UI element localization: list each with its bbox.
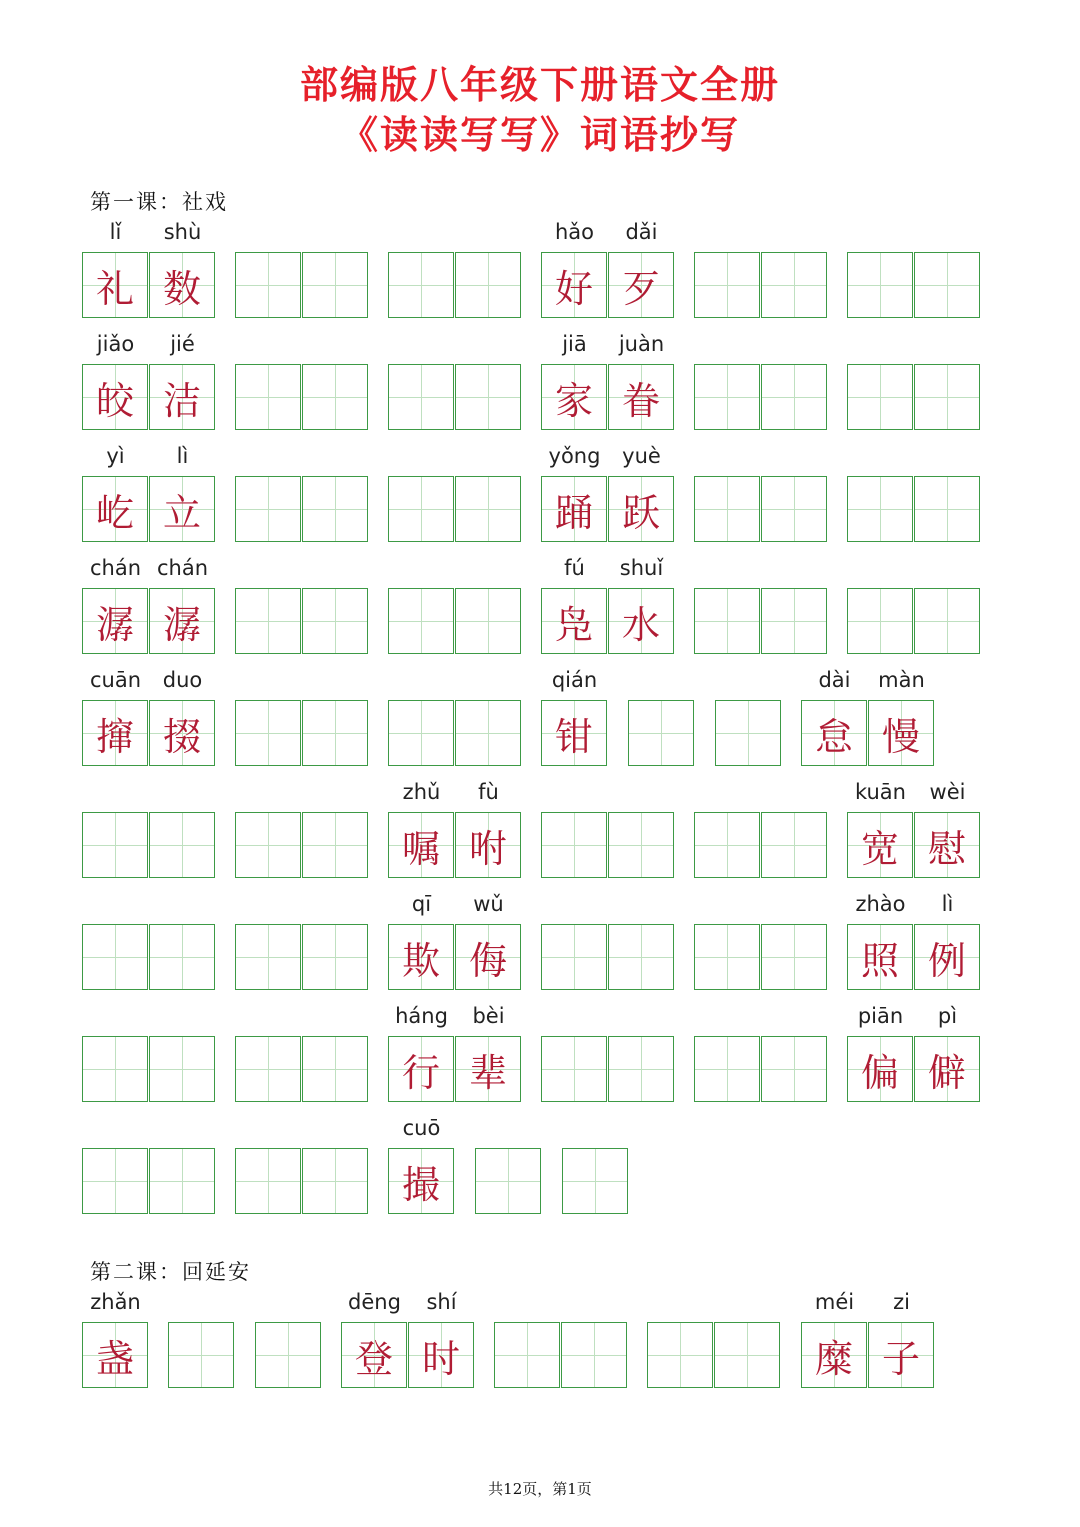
pinyin-label: yǒng: [548, 444, 601, 468]
character-cell: [914, 1036, 980, 1102]
page-title-line-2: 《读读写写》词语抄写: [339, 112, 740, 157]
pinyin-label: zi: [893, 1290, 910, 1314]
character-glyph: 屹: [95, 490, 134, 535]
character-glyph: [456, 365, 520, 429]
lesson-heading-2: 第二课：回延安: [90, 1260, 251, 1284]
blank-writing-cell[interactable]: [541, 812, 607, 878]
character-glyph: [303, 701, 367, 765]
character-glyph: [83, 1037, 147, 1101]
character-glyph: [303, 1149, 367, 1213]
lesson-heading-1: 第一课：社戏: [90, 190, 228, 214]
blank-writing-cell[interactable]: [761, 252, 827, 318]
blank-writing-cell[interactable]: [302, 700, 368, 766]
pinyin-label: màn: [878, 668, 925, 692]
character-cell: [82, 364, 148, 430]
blank-writing-cell[interactable]: [235, 364, 301, 430]
character-glyph: [150, 1149, 214, 1213]
character-cell: [868, 1322, 934, 1388]
character-cell: [388, 1036, 454, 1102]
character-glyph: [303, 253, 367, 317]
character-cell: [608, 588, 674, 654]
blank-writing-cell[interactable]: [914, 476, 980, 542]
blank-writing-cell[interactable]: [455, 364, 521, 430]
character-glyph: [542, 813, 606, 877]
character-cell: [408, 1322, 474, 1388]
pinyin-label: fù: [478, 780, 499, 804]
character-glyph: 踊: [554, 490, 593, 535]
blank-writing-cell[interactable]: [302, 364, 368, 430]
pinyin-label: fú: [564, 556, 585, 580]
pinyin-label: shuǐ: [619, 556, 664, 580]
character-glyph: [542, 925, 606, 989]
character-cell: [341, 1322, 407, 1388]
character-cell: [149, 252, 215, 318]
character-glyph: [389, 589, 453, 653]
pinyin-label: zhào: [855, 892, 906, 916]
character-glyph: [695, 589, 759, 653]
pinyin-label: juàn: [618, 332, 665, 356]
character-glyph: [236, 477, 300, 541]
character-glyph: [695, 253, 759, 317]
character-glyph: [456, 477, 520, 541]
blank-writing-cell[interactable]: [694, 364, 760, 430]
character-glyph: 僻: [927, 1050, 966, 1095]
blank-writing-cell[interactable]: [82, 812, 148, 878]
character-glyph: 嘱: [401, 826, 440, 871]
blank-writing-cell[interactable]: [388, 476, 454, 542]
character-glyph: [716, 701, 780, 765]
blank-writing-cell[interactable]: [694, 476, 760, 542]
blank-writing-cell[interactable]: [847, 364, 913, 430]
character-glyph: 跃: [621, 490, 660, 535]
blank-writing-cell[interactable]: [388, 700, 454, 766]
character-glyph: 洁: [162, 378, 201, 423]
character-glyph: [150, 813, 214, 877]
character-glyph: [695, 477, 759, 541]
character-glyph: 侮: [468, 938, 507, 983]
character-glyph: 潺: [162, 602, 201, 647]
character-glyph: [915, 365, 979, 429]
character-glyph: [169, 1323, 233, 1387]
character-cell: [847, 812, 913, 878]
pinyin-label: zhǎn: [90, 1290, 141, 1314]
character-cell: [541, 588, 607, 654]
character-glyph: 潺: [95, 602, 134, 647]
character-glyph: [236, 589, 300, 653]
character-cell: [82, 476, 148, 542]
character-glyph: 照: [860, 938, 899, 983]
pinyin-label: yuè: [622, 444, 661, 468]
character-glyph: 偏: [860, 1050, 899, 1095]
character-glyph: [848, 253, 912, 317]
blank-writing-cell[interactable]: [302, 476, 368, 542]
character-glyph: 行: [401, 1050, 440, 1095]
character-cell: [914, 812, 980, 878]
pinyin-label: shí: [426, 1290, 457, 1314]
character-glyph: [456, 589, 520, 653]
pinyin-label: dài: [818, 668, 851, 692]
character-glyph: [303, 365, 367, 429]
character-glyph: [762, 813, 826, 877]
blank-writing-cell[interactable]: [715, 700, 781, 766]
character-glyph: [762, 365, 826, 429]
blank-writing-cell[interactable]: [694, 1036, 760, 1102]
blank-writing-cell[interactable]: [647, 1322, 713, 1388]
blank-writing-cell[interactable]: [235, 700, 301, 766]
character-cell: [149, 588, 215, 654]
blank-writing-cell[interactable]: [761, 1036, 827, 1102]
character-glyph: [303, 477, 367, 541]
blank-writing-cell[interactable]: [455, 476, 521, 542]
pinyin-label: lì: [941, 892, 954, 916]
character-glyph: [762, 477, 826, 541]
blank-writing-cell[interactable]: [255, 1322, 321, 1388]
character-cell: [541, 364, 607, 430]
character-glyph: 咐: [468, 826, 507, 871]
pinyin-label: duo: [162, 668, 203, 692]
pinyin-label: bèi: [472, 1004, 505, 1028]
blank-writing-cell[interactable]: [235, 924, 301, 990]
blank-writing-cell[interactable]: [388, 364, 454, 430]
character-glyph: [456, 701, 520, 765]
blank-writing-cell[interactable]: [694, 588, 760, 654]
blank-writing-cell[interactable]: [235, 588, 301, 654]
character-glyph: 慰: [927, 826, 966, 871]
pinyin-label: jié: [170, 332, 195, 356]
blank-writing-cell[interactable]: [561, 1322, 627, 1388]
blank-writing-cell[interactable]: [149, 1036, 215, 1102]
character-cell: [608, 476, 674, 542]
character-glyph: 时: [421, 1336, 460, 1381]
character-glyph: 水: [621, 602, 660, 647]
blank-writing-cell[interactable]: [235, 476, 301, 542]
blank-writing-cell[interactable]: [562, 1148, 628, 1214]
character-glyph: [762, 253, 826, 317]
character-glyph: [695, 365, 759, 429]
character-glyph: [236, 1149, 300, 1213]
blank-writing-cell[interactable]: [761, 364, 827, 430]
character-glyph: [476, 1149, 540, 1213]
page-footer: 共12页，第1页: [488, 1480, 592, 1498]
character-cell: [388, 924, 454, 990]
pinyin-label: chán: [89, 556, 142, 580]
pinyin-label: cuō: [402, 1116, 441, 1140]
character-glyph: [303, 813, 367, 877]
blank-writing-cell[interactable]: [914, 252, 980, 318]
pinyin-label: zhǔ: [402, 780, 441, 804]
pinyin-label: lì: [176, 444, 189, 468]
character-glyph: 歹: [621, 266, 660, 311]
character-glyph: [83, 1149, 147, 1213]
blank-writing-cell[interactable]: [455, 588, 521, 654]
blank-writing-cell[interactable]: [541, 924, 607, 990]
character-cell: [847, 924, 913, 990]
character-glyph: [389, 365, 453, 429]
character-glyph: 子: [881, 1336, 920, 1381]
pinyin-label: méi: [814, 1290, 855, 1314]
blank-writing-cell[interactable]: [608, 924, 674, 990]
blank-writing-cell[interactable]: [388, 252, 454, 318]
character-glyph: 家: [554, 378, 593, 423]
character-glyph: [236, 813, 300, 877]
character-glyph: 怠: [814, 714, 853, 759]
character-glyph: 盏: [95, 1336, 134, 1381]
character-cell: [388, 1148, 454, 1214]
pinyin-label: pì: [937, 1004, 958, 1028]
character-cell: [541, 700, 607, 766]
character-glyph: [609, 1037, 673, 1101]
blank-writing-cell[interactable]: [302, 1036, 368, 1102]
character-glyph: [915, 253, 979, 317]
pinyin-label: cuān: [89, 668, 142, 692]
blank-writing-cell[interactable]: [302, 812, 368, 878]
character-cell: [914, 924, 980, 990]
character-cell: [847, 1036, 913, 1102]
pinyin-label: kuān: [854, 780, 906, 804]
character-glyph: 撮: [401, 1162, 440, 1207]
blank-writing-cell[interactable]: [714, 1322, 780, 1388]
blank-writing-cell[interactable]: [302, 588, 368, 654]
character-cell: [82, 588, 148, 654]
character-glyph: 登: [354, 1336, 393, 1381]
character-glyph: [915, 477, 979, 541]
blank-writing-cell[interactable]: [541, 1036, 607, 1102]
pinyin-label: piān: [857, 1004, 904, 1028]
character-glyph: 撺: [95, 714, 134, 759]
pinyin-label: lǐ: [109, 220, 122, 244]
blank-writing-cell[interactable]: [149, 812, 215, 878]
character-glyph: 好: [554, 266, 593, 311]
character-glyph: 礼: [95, 266, 134, 311]
character-cell: [149, 476, 215, 542]
character-cell: [541, 476, 607, 542]
character-glyph: [629, 701, 693, 765]
blank-writing-cell[interactable]: [302, 924, 368, 990]
character-cell: [541, 252, 607, 318]
character-glyph: 钳: [554, 714, 593, 759]
character-glyph: [256, 1323, 320, 1387]
blank-writing-cell[interactable]: [455, 700, 521, 766]
page-title-line-1: 部编版八年级下册语文全册: [299, 62, 780, 107]
character-glyph: [83, 813, 147, 877]
character-cell: [608, 364, 674, 430]
blank-writing-cell[interactable]: [235, 812, 301, 878]
character-cell: [868, 700, 934, 766]
character-glyph: [389, 701, 453, 765]
blank-writing-cell[interactable]: [608, 812, 674, 878]
blank-writing-cell[interactable]: [608, 1036, 674, 1102]
blank-writing-cell[interactable]: [628, 700, 694, 766]
character-glyph: [609, 813, 673, 877]
character-glyph: [695, 1037, 759, 1101]
character-cell: [801, 700, 867, 766]
character-glyph: [542, 1037, 606, 1101]
character-cell: [455, 924, 521, 990]
character-glyph: 眷: [621, 378, 660, 423]
pinyin-label: chán: [156, 556, 209, 580]
blank-writing-cell[interactable]: [302, 1148, 368, 1214]
character-cell: [608, 252, 674, 318]
character-cell: [82, 700, 148, 766]
blank-writing-cell[interactable]: [761, 588, 827, 654]
blank-writing-cell[interactable]: [694, 252, 760, 318]
character-glyph: [236, 701, 300, 765]
blank-writing-cell[interactable]: [82, 1036, 148, 1102]
blank-writing-cell[interactable]: [475, 1148, 541, 1214]
character-glyph: [495, 1323, 559, 1387]
character-glyph: 数: [162, 266, 201, 311]
pinyin-label: háng: [395, 1004, 448, 1028]
character-glyph: 掇: [162, 714, 201, 759]
blank-writing-cell[interactable]: [168, 1322, 234, 1388]
pinyin-label: jiā: [562, 332, 587, 356]
pinyin-label: dǎi: [625, 220, 658, 244]
character-glyph: [150, 1037, 214, 1101]
character-glyph: [609, 925, 673, 989]
pinyin-label: jiǎo: [96, 332, 135, 356]
character-glyph: [848, 477, 912, 541]
character-glyph: [303, 589, 367, 653]
character-glyph: [303, 1037, 367, 1101]
character-cell: [149, 364, 215, 430]
blank-writing-cell[interactable]: [694, 812, 760, 878]
character-glyph: [83, 925, 147, 989]
blank-writing-cell[interactable]: [455, 252, 521, 318]
character-glyph: 欺: [401, 938, 440, 983]
pinyin-label: yì: [106, 444, 125, 468]
character-glyph: [695, 813, 759, 877]
blank-writing-cell[interactable]: [388, 588, 454, 654]
character-cell: [82, 1322, 148, 1388]
character-glyph: 例: [927, 938, 966, 983]
character-glyph: [456, 253, 520, 317]
pinyin-label: qián: [551, 668, 598, 692]
blank-writing-cell[interactable]: [761, 924, 827, 990]
character-glyph: 凫: [554, 602, 593, 647]
character-glyph: [563, 1149, 627, 1213]
blank-writing-cell[interactable]: [302, 252, 368, 318]
character-glyph: [389, 477, 453, 541]
character-glyph: 慢: [881, 714, 920, 759]
character-glyph: [236, 925, 300, 989]
pinyin-label: shù: [163, 220, 202, 244]
character-glyph: 糜: [814, 1336, 853, 1381]
blank-writing-cell[interactable]: [914, 364, 980, 430]
pinyin-label: dēng: [348, 1290, 401, 1314]
blank-writing-cell[interactable]: [82, 1148, 148, 1214]
character-glyph: [848, 589, 912, 653]
blank-writing-cell[interactable]: [847, 476, 913, 542]
blank-writing-cell[interactable]: [149, 924, 215, 990]
character-glyph: [762, 925, 826, 989]
character-cell: [388, 812, 454, 878]
blank-writing-cell[interactable]: [82, 924, 148, 990]
blank-writing-cell[interactable]: [761, 812, 827, 878]
blank-writing-cell[interactable]: [149, 1148, 215, 1214]
pinyin-label: hǎo: [554, 220, 595, 244]
character-glyph: 立: [162, 490, 201, 535]
character-glyph: 皎: [95, 378, 134, 423]
character-cell: [455, 1036, 521, 1102]
blank-writing-cell[interactable]: [235, 252, 301, 318]
blank-writing-cell[interactable]: [235, 1036, 301, 1102]
character-glyph: [150, 925, 214, 989]
character-glyph: [236, 253, 300, 317]
pinyin-label: qī: [411, 892, 432, 916]
character-glyph: 辈: [468, 1050, 507, 1095]
character-glyph: [648, 1323, 712, 1387]
blank-writing-cell[interactable]: [847, 588, 913, 654]
pinyin-label: wèi: [929, 780, 966, 804]
character-glyph: [848, 365, 912, 429]
character-glyph: [762, 589, 826, 653]
character-glyph: [389, 253, 453, 317]
character-cell: [82, 252, 148, 318]
blank-writing-cell[interactable]: [494, 1322, 560, 1388]
character-glyph: [303, 925, 367, 989]
character-cell: [455, 812, 521, 878]
blank-writing-cell[interactable]: [235, 1148, 301, 1214]
character-glyph: [762, 1037, 826, 1101]
blank-writing-cell[interactable]: [761, 476, 827, 542]
pinyin-label: wǔ: [473, 892, 504, 916]
blank-writing-cell[interactable]: [694, 924, 760, 990]
character-cell: [149, 700, 215, 766]
blank-writing-cell[interactable]: [847, 252, 913, 318]
character-cell: [801, 1322, 867, 1388]
character-glyph: [715, 1323, 779, 1387]
character-glyph: 宽: [860, 826, 899, 871]
character-glyph: [236, 1037, 300, 1101]
blank-writing-cell[interactable]: [914, 588, 980, 654]
character-glyph: [562, 1323, 626, 1387]
character-glyph: [915, 589, 979, 653]
character-glyph: [695, 925, 759, 989]
character-glyph: [236, 365, 300, 429]
